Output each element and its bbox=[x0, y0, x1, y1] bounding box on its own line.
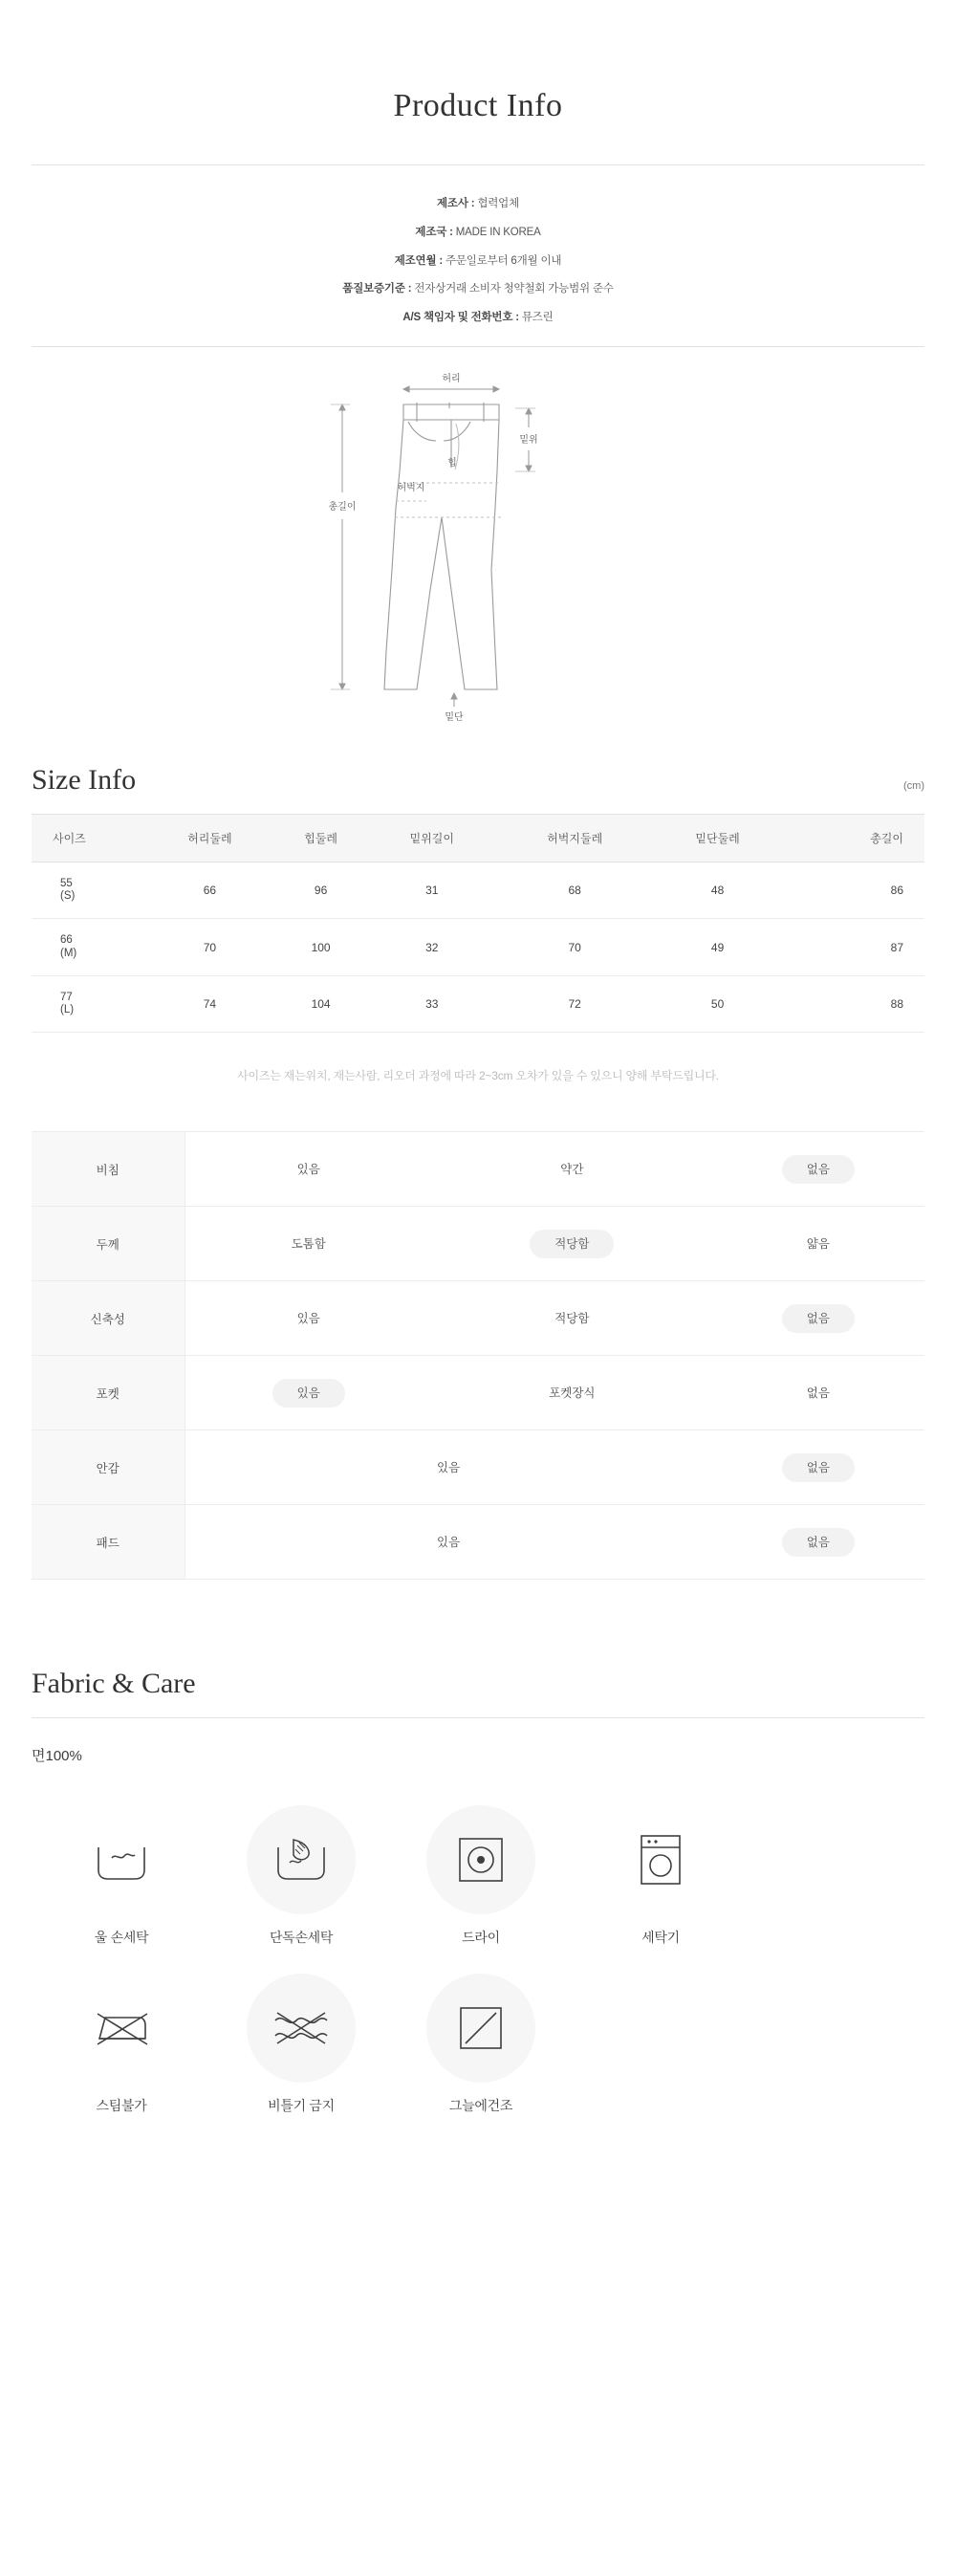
cell-thigh: 72 bbox=[495, 975, 654, 1032]
size-number: 55 bbox=[60, 877, 73, 889]
option-text: 있음 bbox=[296, 1311, 320, 1325]
option-text: 도톰함 bbox=[291, 1236, 326, 1251]
option-text: 적당함 bbox=[530, 1230, 614, 1259]
cell-hip: 100 bbox=[273, 919, 369, 975]
attribute-row bbox=[32, 1281, 924, 1356]
table-header-row bbox=[32, 814, 924, 862]
attribute-option[interactable] bbox=[185, 1505, 712, 1580]
product-info-title: Product Info bbox=[393, 88, 563, 123]
dry-in-shade-icon bbox=[456, 2003, 506, 2053]
care-label: 스팀불가 bbox=[96, 2098, 147, 2114]
column-header-size: 사이즈 bbox=[32, 814, 146, 862]
cell-hip: 96 bbox=[273, 862, 369, 918]
attribute-row bbox=[32, 1430, 924, 1505]
washing-machine-icon bbox=[637, 1832, 684, 1888]
size-number: 66 bbox=[60, 934, 73, 947]
single-handwash-icon bbox=[271, 1834, 332, 1886]
cell-size bbox=[32, 919, 146, 975]
fabric-care-title: Fabric & Care bbox=[32, 1668, 196, 1700]
cell-size bbox=[32, 862, 146, 918]
cell-hip: 104 bbox=[273, 975, 369, 1032]
cell-waist: 70 bbox=[146, 919, 273, 975]
attribute-option[interactable] bbox=[185, 1132, 432, 1207]
column-header-hem: 밑단둘레 bbox=[654, 814, 781, 862]
care-item bbox=[391, 1974, 571, 2115]
option-text: 있음 bbox=[296, 1162, 320, 1176]
care-label: 울 손세탁 bbox=[94, 1930, 149, 1946]
attribute-option[interactable] bbox=[185, 1207, 432, 1281]
care-item bbox=[211, 1805, 391, 1947]
attribute-label: 안감 bbox=[32, 1430, 185, 1505]
size-info-header bbox=[0, 764, 956, 797]
diagram-label-hip: 힙 bbox=[447, 457, 457, 469]
option-text: 약간 bbox=[560, 1162, 584, 1176]
care-label: 드라이 bbox=[462, 1930, 500, 1946]
care-icon-circle bbox=[247, 1974, 356, 2083]
product-info-value: 뮤즈린 bbox=[521, 312, 554, 324]
column-header-total-length: 총길이 bbox=[781, 814, 924, 862]
attribute-option[interactable] bbox=[432, 1132, 712, 1207]
care-label: 세탁기 bbox=[641, 1930, 680, 1946]
care-label: 단독손세탁 bbox=[269, 1930, 334, 1946]
attribute-row bbox=[32, 1132, 924, 1207]
attribute-row bbox=[32, 1356, 924, 1430]
product-info-value: 협력업체 bbox=[477, 198, 519, 209]
product-info-value: MADE IN KOREA bbox=[455, 226, 541, 238]
size-unit-label: (cm) bbox=[903, 779, 924, 792]
option-text: 얇음 bbox=[806, 1236, 830, 1251]
cell-rise: 32 bbox=[368, 919, 495, 975]
attribute-label: 비침 bbox=[32, 1132, 185, 1207]
dryclean-icon bbox=[454, 1833, 508, 1887]
option-text: 없음 bbox=[782, 1528, 855, 1558]
measurement-diagram-section bbox=[0, 347, 956, 758]
column-header-thigh: 허벅지둘레 bbox=[495, 814, 654, 862]
product-info-row: 제조사 : 협력업체 bbox=[437, 198, 519, 209]
no-steam-icon bbox=[92, 2004, 151, 2052]
cell-hem: 48 bbox=[654, 862, 781, 918]
attribute-option-selected[interactable] bbox=[712, 1430, 924, 1505]
care-label: 그늘에건조 bbox=[448, 2098, 513, 2114]
attribute-label: 포켓 bbox=[32, 1356, 185, 1430]
attribute-option[interactable] bbox=[712, 1207, 924, 1281]
size-alpha: (M) bbox=[60, 947, 77, 959]
attribute-label: 신축성 bbox=[32, 1281, 185, 1356]
size-note: 사이즈는 재는위치, 재는사람, 리오더 과정에 따라 2~3cm 오차가 있을 수 있으니 양해 부탁드립니다. bbox=[237, 1069, 719, 1083]
size-alpha: (S) bbox=[60, 890, 76, 903]
option-text: 없음 bbox=[782, 1453, 855, 1483]
table-row bbox=[32, 975, 924, 1032]
attribute-option-selected[interactable] bbox=[712, 1505, 924, 1580]
attribute-option[interactable] bbox=[712, 1356, 924, 1430]
attribute-option[interactable] bbox=[432, 1356, 712, 1430]
care-icon-circle bbox=[247, 1805, 356, 1914]
attributes-table bbox=[32, 1131, 924, 1580]
table-row bbox=[32, 862, 924, 918]
pants-diagram-svg bbox=[296, 364, 660, 747]
cell-total-length: 87 bbox=[781, 919, 924, 975]
care-instructions-grid bbox=[0, 1765, 956, 2228]
option-text: 없음 bbox=[782, 1155, 855, 1185]
attribute-label: 패드 bbox=[32, 1505, 185, 1580]
cell-thigh: 70 bbox=[495, 919, 654, 975]
product-info-label: 제조국 bbox=[415, 226, 447, 238]
care-item bbox=[32, 1974, 211, 2115]
option-text: 있음 bbox=[437, 1535, 461, 1549]
diagram-label-thigh: 허벅지 bbox=[397, 482, 425, 493]
column-header-rise: 밑위길이 bbox=[368, 814, 495, 862]
care-item bbox=[571, 1805, 750, 1947]
cell-waist: 74 bbox=[146, 975, 273, 1032]
care-icon-circle bbox=[426, 1974, 535, 2083]
care-icon-circle bbox=[67, 1974, 176, 2083]
product-info-label: 품질보증기준 bbox=[342, 283, 405, 295]
cell-waist: 66 bbox=[146, 862, 273, 918]
care-icon-circle bbox=[426, 1805, 535, 1914]
cell-total-length: 88 bbox=[781, 975, 924, 1032]
cell-size bbox=[32, 975, 146, 1032]
attribute-option[interactable] bbox=[185, 1430, 712, 1505]
size-number: 77 bbox=[60, 991, 73, 1003]
cell-total-length: 86 bbox=[781, 862, 924, 918]
care-item bbox=[32, 1805, 211, 1947]
column-header-hip: 힙둘레 bbox=[273, 814, 369, 862]
option-text: 없음 bbox=[806, 1386, 830, 1400]
care-item bbox=[391, 1805, 571, 1947]
product-info-row: 제조연월 : 주문일로부터 6개월 이내 bbox=[394, 254, 562, 267]
pants-measurement-diagram bbox=[296, 364, 660, 747]
option-text: 있음 bbox=[437, 1460, 461, 1474]
attribute-option[interactable] bbox=[432, 1281, 712, 1356]
option-text: 없음 bbox=[782, 1304, 855, 1334]
attribute-row bbox=[32, 1207, 924, 1281]
column-header-waist: 허리둘레 bbox=[146, 814, 273, 862]
attribute-option-selected[interactable] bbox=[712, 1281, 924, 1356]
cell-hem: 50 bbox=[654, 975, 781, 1032]
care-item bbox=[211, 1974, 391, 2115]
size-info-table bbox=[32, 814, 924, 1033]
cell-rise: 31 bbox=[368, 862, 495, 918]
cell-hem: 49 bbox=[654, 919, 781, 975]
attribute-option[interactable] bbox=[185, 1281, 432, 1356]
product-info-row: 제조국 : MADE IN KOREA bbox=[415, 226, 541, 238]
care-icon-circle bbox=[67, 1805, 176, 1914]
product-info-label: 제조사 bbox=[437, 198, 468, 209]
option-text: 있음 bbox=[272, 1379, 345, 1408]
table-row bbox=[32, 919, 924, 975]
product-info-value: 전자상거래 소비자 청약철회 가능범위 준수 bbox=[414, 283, 614, 295]
attribute-option-selected[interactable] bbox=[712, 1132, 924, 1207]
option-text: 적당함 bbox=[554, 1311, 590, 1325]
size-info-title: Size Info bbox=[32, 763, 137, 796]
fabric-material: 면100% bbox=[32, 1748, 82, 1765]
diagram-label-hem: 밑단 bbox=[445, 711, 464, 723]
care-label: 비틀기 금지 bbox=[268, 2098, 335, 2114]
diagram-label-waist: 허리 bbox=[442, 373, 461, 384]
no-wring-icon bbox=[270, 2007, 333, 2049]
product-info-value: 주문일로부터 6개월 이내 bbox=[445, 254, 562, 267]
cell-thigh: 68 bbox=[495, 862, 654, 918]
product-info-list bbox=[0, 165, 956, 325]
option-text: 포켓장식 bbox=[549, 1386, 596, 1400]
diagram-label-total-length: 총길이 bbox=[328, 501, 357, 513]
diagram-label-rise: 밑위 bbox=[519, 434, 538, 446]
product-info-label: A/S 책임자 및 전화번호 bbox=[402, 312, 513, 324]
cell-rise: 33 bbox=[368, 975, 495, 1032]
attribute-option-selected[interactable] bbox=[432, 1207, 712, 1281]
product-info-label: 제조연월 bbox=[394, 254, 437, 267]
care-icon-circle bbox=[606, 1805, 715, 1914]
size-alpha: (L) bbox=[60, 1004, 75, 1016]
product-info-row: 품질보증기준 : 전자상거래 소비자 청약철회 가능범위 준수 bbox=[342, 283, 614, 295]
wool-handwash-icon bbox=[91, 1834, 152, 1886]
product-info-row: A/S 책임자 및 전화번호 : 뮤즈린 bbox=[402, 312, 554, 324]
attribute-label: 두께 bbox=[32, 1207, 185, 1281]
attribute-row bbox=[32, 1505, 924, 1580]
attribute-option-selected[interactable] bbox=[185, 1356, 432, 1430]
